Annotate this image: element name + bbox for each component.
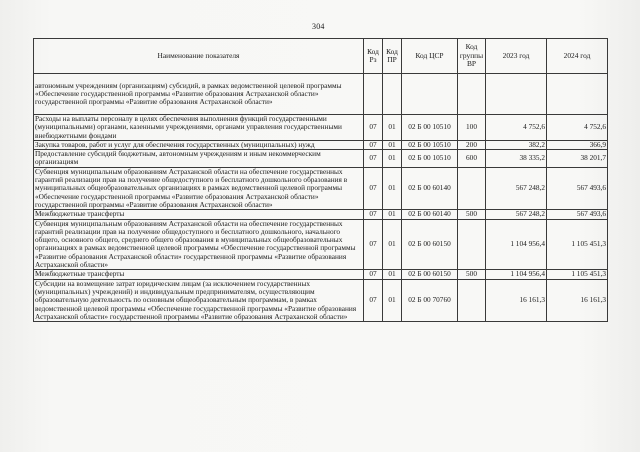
row-rz: 07 xyxy=(364,210,383,219)
row-vr xyxy=(458,167,486,209)
row-vr: 200 xyxy=(458,140,486,149)
header-2024: 2024 год xyxy=(547,39,608,74)
row-pr: 01 xyxy=(383,219,402,270)
row-2024 xyxy=(547,74,608,115)
row-2023: 567 248,2 xyxy=(486,167,547,209)
row-2023: 382,2 xyxy=(486,140,547,149)
row-name: Субвенция муниципальным образованиям Астраханской области на обеспечение государственных гарантий реализации прав на получение общедоступного и бесплатного дошкольного образования в муниципальных общеобразовательных организациях в рамках ведомственной целевой программы «Обеспечение государственной программы «Развитие образования Астраханской области» государственной программы «Развитие образования Астраханской области» xyxy=(34,167,364,209)
row-csr: 02 Б 00 60150 xyxy=(402,270,458,279)
row-2023: 567 248,2 xyxy=(486,210,547,219)
table-header-row xyxy=(34,39,608,74)
row-2024: 567 493,6 xyxy=(547,167,608,209)
table-row xyxy=(34,150,608,168)
row-2023: 1 104 956,4 xyxy=(486,219,547,270)
header-2023: 2023 год xyxy=(486,39,547,74)
header-rz: Код Рз xyxy=(364,39,383,74)
row-rz: 07 xyxy=(364,167,383,209)
row-2023: 16 161,3 xyxy=(486,279,547,321)
row-vr xyxy=(458,74,486,115)
row-2023: 4 752,6 xyxy=(486,115,547,141)
row-2023: 38 335,2 xyxy=(486,150,547,168)
row-2024: 366,9 xyxy=(547,140,608,149)
header-name: Наименование показателя xyxy=(34,39,364,74)
row-name: Субсидии на возмещение затрат юридическим лицам (за исключением государственных (муниципальных) учреждений) и индивидуальным предпринимателям, осуществляющим образовательную деятельность по основным общеобразовательным программам, в рамках ведомственной целевой программы «Обеспечение государственной программы «Развитие образования Астраханской области» государственной программы «Развитие образования Астраханской области» xyxy=(34,279,364,321)
row-rz: 07 xyxy=(364,150,383,168)
row-vr: 500 xyxy=(458,210,486,219)
table-row xyxy=(34,210,608,219)
header-pr: Код ПР xyxy=(383,39,402,74)
row-csr: 02 Б 00 60140 xyxy=(402,210,458,219)
row-name: автономным учреждениям (организациям) субсидий, в рамках ведомственной целевой программы «Обеспечение государственной программы «Развитие образования Астраханской области» государственной программы «Развитие образования Астраханской области» xyxy=(34,74,364,115)
row-2024: 1 105 451,3 xyxy=(547,219,608,270)
budget-table xyxy=(33,38,608,322)
row-name: Межбюджетные трансферты xyxy=(34,210,364,219)
row-pr: 01 xyxy=(383,167,402,209)
row-vr xyxy=(458,219,486,270)
row-vr: 100 xyxy=(458,115,486,141)
row-csr: 02 Б 00 10510 xyxy=(402,115,458,141)
row-2024: 4 752,6 xyxy=(547,115,608,141)
row-rz: 07 xyxy=(364,279,383,321)
row-csr: 02 Б 00 60140 xyxy=(402,167,458,209)
row-pr: 01 xyxy=(383,210,402,219)
row-pr: 01 xyxy=(383,140,402,149)
table-row xyxy=(34,279,608,321)
row-name: Расходы на выплаты персоналу в целях обеспечения выполнения функций государственными (муниципальными) органами, казенными учреждениями, органами управления государственными внебюджетными фондами xyxy=(34,115,364,141)
page-number: 304 xyxy=(312,22,325,31)
row-pr: 01 xyxy=(383,115,402,141)
table-row xyxy=(34,115,608,141)
row-csr: 02 Б 00 10510 xyxy=(402,140,458,149)
row-name: Предоставление субсидий бюджетным, автономным учреждениям и иным некоммерческим организациям xyxy=(34,150,364,168)
row-2023: 1 104 956,4 xyxy=(486,270,547,279)
row-pr: 01 xyxy=(383,150,402,168)
row-2024: 38 201,7 xyxy=(547,150,608,168)
table-row xyxy=(34,219,608,270)
row-csr: 02 Б 00 10510 xyxy=(402,150,458,168)
row-vr: 600 xyxy=(458,150,486,168)
row-2024: 16 161,3 xyxy=(547,279,608,321)
row-2023 xyxy=(486,74,547,115)
table-row xyxy=(34,167,608,209)
row-vr: 500 xyxy=(458,270,486,279)
row-csr: 02 Б 00 60150 xyxy=(402,219,458,270)
row-name: Субвенция муниципальным образованиям Астраханской области на обеспечение государственных гарантий реализации прав на получение общедоступного и бесплатного дошкольного, начального общего, основного общего, среднего общего образования в муниципальных общеобразовательных организациях в рамках ведомственной целевой программы «Обеспечение государственной программы «Развитие образования Астраханской области» государственной программы «Развитие образования Астраханской области» xyxy=(34,219,364,270)
row-rz: 07 xyxy=(364,219,383,270)
row-rz: 07 xyxy=(364,140,383,149)
row-2024: 567 493,6 xyxy=(547,210,608,219)
header-csr: Код ЦСР xyxy=(402,39,458,74)
row-csr: 02 Б 00 70760 xyxy=(402,279,458,321)
header-vr: Код группы ВР xyxy=(458,39,486,74)
table-row xyxy=(34,270,608,279)
row-rz xyxy=(364,74,383,115)
row-name: Межбюджетные трансферты xyxy=(34,270,364,279)
row-2024: 1 105 451,3 xyxy=(547,270,608,279)
row-pr: 01 xyxy=(383,279,402,321)
row-csr xyxy=(402,74,458,115)
table-row-continuation xyxy=(34,74,608,115)
row-rz: 07 xyxy=(364,115,383,141)
row-vr xyxy=(458,279,486,321)
row-rz: 07 xyxy=(364,270,383,279)
row-pr xyxy=(383,74,402,115)
row-pr: 01 xyxy=(383,270,402,279)
row-name: Закупка товаров, работ и услуг для обеспечения государственных (муниципальных) нужд xyxy=(34,140,364,149)
